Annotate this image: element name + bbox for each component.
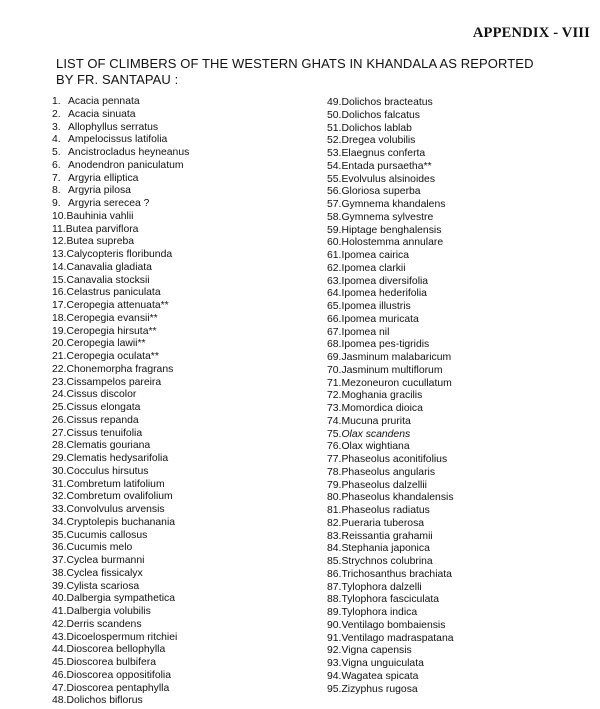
list-item [52, 338, 312, 351]
list-item [327, 352, 587, 365]
item-number: 16. [52, 287, 67, 299]
species-name: Elaegnus conferta [341, 148, 426, 159]
species-name: Ipomea illustris [341, 301, 411, 312]
item-number: 82. [327, 517, 342, 529]
item-number: 78. [327, 466, 342, 478]
species-name: Dioscorea pentaphylla [66, 682, 170, 694]
list-item [52, 440, 312, 453]
list-item [327, 378, 587, 391]
species-name: Acacia pennata [68, 96, 140, 107]
species-name: Tylophora fasciculata [341, 594, 440, 606]
species-name: Jasminum malabaricum [341, 352, 452, 363]
species-name: Argyria serecea ? [68, 198, 150, 209]
species-name: Cissus tenuifolia [66, 427, 143, 439]
item-number: 37. [52, 555, 67, 566]
item-number: 31. [52, 478, 67, 490]
species-name: Cyclea burmanni [66, 555, 145, 566]
species-name: Ampelocissus latifolia [68, 134, 168, 146]
list-item [52, 606, 312, 619]
list-item [327, 582, 587, 595]
species-name: Butea parviflora [65, 223, 139, 235]
list-item [327, 186, 587, 199]
list-item [52, 683, 312, 696]
item-number: 40. [52, 593, 67, 605]
page-title [56, 56, 576, 88]
list-item [52, 517, 312, 530]
list-item [52, 542, 312, 555]
species-name: Combretum ovalifolium [66, 491, 173, 503]
list-item [327, 174, 587, 187]
list-item [52, 491, 312, 504]
item-number: 33. [52, 504, 67, 515]
list-item [52, 134, 312, 147]
list-item [327, 250, 587, 263]
list-item [52, 619, 312, 632]
item-number: 57. [327, 199, 342, 210]
species-name: Olax wightiana [341, 441, 410, 453]
item-number: 18. [52, 312, 67, 324]
species-name: Butea supreba [66, 236, 135, 248]
species-name: Calycopteris floribunda [66, 249, 173, 260]
species-name: Ipomea diversifolia [341, 275, 429, 287]
item-number: 70. [327, 364, 342, 376]
species-name: Stephania japonica [341, 543, 430, 555]
item-number: 44. [52, 644, 67, 656]
item-number: 53. [327, 148, 342, 159]
list-item [52, 593, 312, 606]
item-number: 43. [52, 631, 67, 643]
item-number: 21. [52, 351, 67, 362]
item-number: 81. [327, 505, 342, 516]
species-name: Dioscorea bellophylla [66, 644, 166, 656]
species-name: Ipomea clarkii [341, 262, 406, 274]
item-number: 5. [52, 147, 61, 158]
list-item [327, 276, 587, 289]
item-number: 2. [52, 108, 61, 120]
item-number: 64. [327, 288, 342, 300]
species-name: Ceropegia hirsuta** [66, 325, 157, 337]
list-item [52, 147, 312, 160]
species-name: Canavalia stocksii [66, 274, 150, 286]
species-name: Mezoneuron cucullatum [341, 377, 452, 389]
list-item [52, 198, 312, 211]
list-item [327, 518, 587, 531]
list-item [52, 657, 312, 670]
list-item [327, 492, 587, 505]
species-name: Momordica dioica [341, 403, 423, 414]
list-item [52, 389, 312, 402]
list-item [327, 365, 587, 378]
species-name: Evolvulus alsinoides [341, 173, 436, 185]
list-item [327, 123, 587, 136]
species-name: Gymnema sylvestre [341, 211, 434, 223]
list-item [327, 645, 587, 658]
item-number: 49. [327, 97, 342, 108]
species-name: Acacia sinuata [68, 108, 136, 120]
species-name: Cyclea fissicalyx [66, 567, 143, 579]
species-name: Dicoelospermum ritchiei [66, 631, 178, 643]
item-number: 56. [327, 186, 342, 198]
list-item [52, 377, 312, 390]
item-number: 93. [327, 658, 342, 669]
item-number: 62. [327, 262, 342, 274]
species-name: Allophyllus serratus [68, 121, 159, 133]
species-name: Convolvulus arvensis [66, 504, 165, 515]
item-number: 74. [327, 415, 342, 427]
item-number: 14. [52, 261, 67, 273]
species-name: Reissantia grahamii [341, 530, 433, 542]
list-item [52, 428, 312, 441]
species-name: Vigna capensis [341, 645, 412, 657]
list-item [327, 620, 587, 633]
species-name: Dregea volubilis [341, 135, 416, 147]
list-item [52, 185, 312, 198]
species-name: Cocculus hirsutus [66, 465, 149, 477]
item-number: 30. [52, 465, 67, 477]
list-item [327, 594, 587, 607]
item-number: 7. [52, 172, 61, 184]
species-name: Gymnema khandalens [341, 199, 446, 210]
item-number: 12. [52, 236, 67, 248]
item-number: 32. [52, 491, 67, 503]
item-number: 51. [327, 122, 342, 134]
item-number: 6. [52, 159, 61, 171]
item-number: 36. [52, 542, 67, 554]
species-name: Dalbergia volubilis [66, 606, 151, 617]
list-item [52, 300, 312, 313]
item-number: 29. [52, 453, 67, 464]
item-number: 47. [52, 682, 67, 694]
list-item [52, 415, 312, 428]
species-name: Mucuna prurita [341, 415, 411, 427]
species-name: Cucumis melo [66, 542, 133, 554]
species-name: Dalbergia sympathetica [66, 593, 176, 605]
species-name: Olax scandens [341, 428, 411, 440]
item-number: 24. [52, 389, 67, 401]
item-number: 77. [327, 454, 342, 465]
title-line-1: LIST OF CLIMBERS OF THE WESTERN GHATS IN KHANDALA AS REPORTED [56, 56, 534, 71]
species-name: Holostemma annulare [341, 237, 444, 249]
list-item [327, 429, 587, 442]
item-number: 8. [52, 185, 61, 197]
species-name: Jasminum multiflorum [341, 364, 443, 376]
list-item [52, 211, 312, 224]
item-number: 67. [327, 326, 342, 338]
list-item [52, 555, 312, 568]
species-name: Cryptolepis buchanania [66, 516, 176, 528]
item-number: 48. [52, 695, 67, 707]
list-item [327, 569, 587, 582]
species-name: Anodendron paniculatum [68, 159, 184, 171]
list-item [327, 441, 587, 454]
list-item [327, 633, 587, 646]
item-number: 94. [327, 670, 342, 682]
list-item [52, 466, 312, 479]
species-name: Cissus repanda [66, 414, 139, 426]
item-number: 91. [327, 632, 342, 644]
item-number: 83. [327, 530, 342, 542]
list-item [327, 263, 587, 276]
species-name: Argyria pilosa [68, 185, 131, 197]
species-name: Tylophora dalzelli [341, 581, 422, 593]
item-number: 79. [327, 479, 342, 491]
item-number: 55. [327, 173, 342, 185]
species-name: Dolichos lablab [341, 122, 412, 134]
item-number: 34. [52, 516, 67, 528]
species-name: Ipomea nil [341, 326, 390, 338]
item-number: 26. [52, 414, 67, 426]
list-item [327, 416, 587, 429]
list-item [327, 110, 587, 123]
species-name: Ventilago bombaiensis [341, 619, 446, 631]
species-name: Ceropegia oculata** [66, 351, 159, 362]
item-number: 72. [327, 390, 342, 402]
item-number: 92. [327, 645, 342, 657]
item-number: 46. [52, 669, 67, 681]
species-name: Dolichos falcatus [341, 109, 420, 121]
list-item [327, 212, 587, 225]
species-name: Trichosanthus brachiata [341, 568, 452, 580]
item-number: 1. [52, 96, 61, 107]
item-number: 38. [52, 567, 67, 579]
list-item [52, 122, 312, 135]
item-number: 68. [327, 339, 342, 351]
item-number: 63. [327, 275, 342, 287]
species-name: Dioscorea bulbifera [66, 657, 156, 668]
list-item [52, 236, 312, 249]
list-item [327, 531, 587, 544]
list-item [327, 671, 587, 684]
item-number: 52. [327, 135, 342, 147]
item-number: 89. [327, 607, 342, 618]
list-item [52, 275, 312, 288]
species-name: Ceropegia attenuata** [66, 300, 169, 311]
species-name: Phaseolus angularis [341, 466, 436, 478]
list-item [52, 479, 312, 492]
item-number: 75. [327, 428, 342, 440]
list-item [327, 454, 587, 467]
item-number: 41. [52, 606, 67, 617]
species-name: Tylophora indica [341, 607, 418, 618]
list-item [52, 581, 312, 594]
item-number: 59. [327, 224, 342, 236]
item-number: 20. [52, 338, 67, 350]
species-name: Combretum latifolium [66, 478, 165, 490]
item-number: 86. [327, 568, 342, 580]
list-item [327, 684, 587, 697]
item-number: 27. [52, 427, 67, 439]
list-item [52, 262, 312, 275]
list-item [52, 402, 312, 415]
item-number: 84. [327, 543, 342, 555]
list-item [52, 287, 312, 300]
item-number: 11. [52, 223, 66, 235]
list-item [327, 556, 587, 569]
item-number: 73. [327, 403, 342, 414]
list-item [52, 96, 312, 109]
list-item [52, 504, 312, 517]
species-name: Pueraria tuberosa [341, 517, 425, 529]
item-number: 15. [52, 274, 67, 286]
list-item [52, 173, 312, 186]
item-number: 88. [327, 594, 342, 606]
list-item [52, 644, 312, 657]
species-name: Clematis gouriana [66, 440, 151, 452]
item-number: 61. [327, 250, 342, 261]
item-number: 22. [52, 363, 67, 375]
species-name: Argyria elliptica [68, 172, 139, 184]
item-number: 4. [52, 134, 61, 146]
list-item [327, 658, 587, 671]
list-item [52, 364, 312, 377]
species-name: Bauhinia vahlii [66, 210, 134, 222]
item-number: 9. [52, 198, 61, 209]
item-number: 28. [52, 440, 67, 452]
list-item [327, 225, 587, 238]
list-item [327, 339, 587, 352]
species-name: Canavalia gladiata [66, 261, 152, 273]
species-name: Celastrus paniculata [66, 287, 161, 299]
list-item [52, 160, 312, 173]
list-item [327, 199, 587, 212]
item-number: 76. [327, 441, 342, 453]
list-item [327, 135, 587, 148]
species-name: Cissus elongata [66, 402, 141, 413]
item-number: 10. [52, 210, 67, 222]
climber-list-right-column [327, 97, 587, 696]
species-name: Ipomea cairica [341, 250, 410, 261]
item-number: 58. [327, 211, 342, 223]
list-item [52, 351, 312, 364]
list-item [327, 237, 587, 250]
item-number: 45. [52, 657, 67, 668]
species-name: Ancistrocladus heyneanus [68, 147, 190, 158]
species-name: Cucumis callosus [66, 529, 148, 541]
appendix-heading: APPENDIX - VIII [472, 25, 590, 41]
item-number: 65. [327, 301, 342, 312]
species-name: Phaseolus radiatus [341, 505, 430, 516]
species-name: Ceropegia evansii** [66, 312, 158, 324]
list-item [327, 505, 587, 518]
item-number: 39. [52, 580, 67, 592]
item-number: 80. [327, 492, 342, 504]
list-item [327, 327, 587, 340]
climber-list-left-column [52, 96, 312, 708]
species-name: Ceropegia lawii** [66, 338, 146, 350]
species-name: Ventilago madraspatana [341, 632, 454, 644]
species-name: Cissus discolor [66, 389, 137, 401]
list-item [327, 480, 587, 493]
species-name: Ipomea muricata [341, 313, 419, 325]
species-name: Hiptage benghalensis [341, 224, 442, 236]
list-item [52, 530, 312, 543]
species-name: Derris scandens [66, 618, 142, 630]
item-number: 25. [52, 402, 67, 413]
item-number: 60. [327, 237, 342, 249]
item-number: 35. [52, 529, 67, 541]
list-item [52, 326, 312, 339]
item-number: 69. [327, 352, 342, 363]
list-item [327, 467, 587, 480]
list-item [327, 148, 587, 161]
species-name: Dioscorea oppositifolia [66, 669, 171, 681]
list-item [52, 695, 312, 708]
item-number: 19. [52, 325, 67, 337]
list-item [327, 161, 587, 174]
item-number: 54. [327, 160, 342, 172]
item-number: 23. [52, 376, 67, 388]
list-item [327, 543, 587, 556]
item-number: 71. [327, 377, 342, 389]
list-item [327, 314, 587, 327]
item-number: 13. [52, 249, 67, 260]
species-name: Vigna unguiculata [341, 658, 424, 669]
species-name: Zizyphus rugosa [341, 683, 418, 695]
species-name: Phaseolus khandalensis [341, 492, 454, 504]
item-number: 50. [327, 109, 342, 121]
species-name: Cissampelos pareira [66, 376, 162, 388]
species-name: Dolichos bracteatus [341, 97, 433, 108]
species-name: Moghania gracilis [341, 390, 423, 402]
species-name: Ipomea pes-tigridis [341, 339, 430, 351]
item-number: 87. [327, 581, 342, 593]
list-item [52, 453, 312, 466]
species-name: Strychnos colubrina [341, 556, 433, 567]
list-item [327, 403, 587, 416]
list-item [52, 249, 312, 262]
list-item [327, 97, 587, 110]
species-name: Phaseolus aconitifolius [341, 454, 448, 465]
item-number: 95. [327, 683, 342, 695]
item-number: 85. [327, 556, 342, 567]
list-item [52, 632, 312, 645]
list-item [327, 390, 587, 403]
species-name: Gloriosa superba [341, 186, 421, 198]
species-name: Entada pursaetha** [341, 160, 432, 172]
list-item [52, 670, 312, 683]
species-name: Chonemorpha fragrans [66, 363, 174, 375]
list-item [327, 301, 587, 314]
item-number: 42. [52, 618, 67, 630]
item-number: 66. [327, 313, 342, 325]
species-name: Dolichos biflorus [66, 695, 143, 707]
item-number: 17. [52, 300, 67, 311]
list-item [52, 109, 312, 122]
species-name: Cylista scariosa [66, 580, 140, 592]
list-item [52, 224, 312, 237]
list-item [52, 568, 312, 581]
species-name: Phaseolus dalzellii [341, 479, 427, 491]
species-name: Clematis hedysarifolia [66, 453, 169, 464]
list-item [52, 313, 312, 326]
item-number: 90. [327, 619, 342, 631]
list-item [327, 607, 587, 620]
item-number: 3. [52, 121, 61, 133]
list-item [327, 288, 587, 301]
species-name: Wagatea spicata [341, 670, 419, 682]
species-name: Ipomea hederifolia [341, 288, 427, 300]
title-line-2: BY FR. SANTAPAU : [56, 72, 179, 87]
